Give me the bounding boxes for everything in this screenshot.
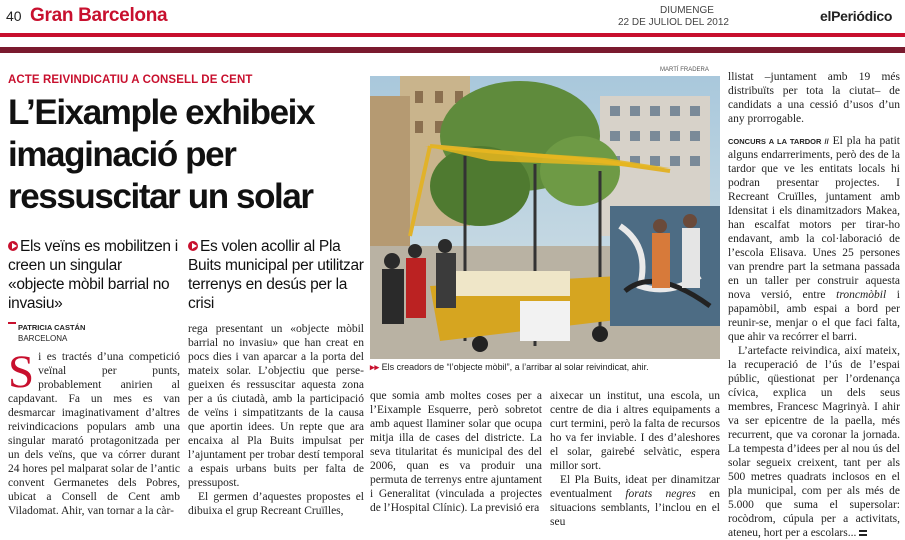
body-column-3: que somia amb moltes coses per a l’Eixample Esquerre, però sobretot amb aquest llaminer solar que ocupa mitja illa de cases del districte. La seva titularitat és municipal des del 2006, quan es va produir una permuta de terrenys entre ajuntament i Generalitat (vinculada a projectes de l’Hospital Clínic). La previsió era	[370, 390, 542, 514]
caption-arrows-icon: ▸▸	[370, 362, 380, 372]
body-column-4: aixecar un institut, una escola, un centre de dia i altres equipaments a curt termini, però la falta de recursos ho va fer inviable. I des d’aleshores el solar, gairebé selvàtic, espera millor sort. El Pla Buits, ideat per dinamitzar eventualment forats negres en situacions semblants, l’inclou en el seu	[550, 390, 721, 528]
subhead-2: Es volen acollir al Pla Buits municipal per utilitzar terrenys en desús per la crisi	[188, 238, 364, 312]
subhead-1: Els veïns es mobilitzen i creen un singular «objecte mòbil barrial no invasiu»	[8, 238, 178, 312]
newspaper-logo: elPeriódico	[820, 8, 893, 24]
header-date: 22 DE JULIOL DEL 2012	[618, 17, 729, 28]
byline-marker	[8, 322, 16, 324]
page-number: 40	[6, 8, 22, 24]
section-title: Gran Barcelona	[30, 5, 168, 26]
body-column-1: Si es tractés d’una competició veïnal per punts, probablement anirien al capdavant. Fa un mes es van desmarcar imaginativament d’altres reivindicacions populars amb una singular marató protagonitzada per un dels veïns, que va córrer durant 24 hores pel malparat solar de l’antic convent Germanetes dels Pobres, ubicat a Consell de Cent amb Viladomat. Ahir, van tornar a la càr-	[8, 346, 180, 517]
play-bullet-icon	[8, 241, 18, 251]
byline-author: PATRICIA CASTÁN	[18, 323, 86, 332]
photo-caption: ▸▸ Els creadors de “l’objecte mòbil”, a l’arribar al solar reivindicat, ahir.	[370, 362, 649, 372]
header-day: DIUMENGE	[660, 5, 714, 16]
body-column-2: rega presentant un «objecte mòbil barrial no invasiu» que han creat en pocs dies i van aparcar a la porta del mateix solar. L’objectiu que persegueixen és ressuscitar aquesta zona per a ús ciutadà, amb la participació de veïns i simpatitzants de la causa que aportin idees. Un repte que ara encaixa al Pla Buits impulsat per l’ajuntament per trobar destí temporal a espais urbans buits per falta de pressupost. El germen d’aquestes propostes el dibuixa el grup Recreant Cruïlles,	[188, 323, 364, 517]
header-rule	[0, 33, 905, 37]
drop-cap: S	[8, 346, 35, 398]
play-bullet-icon	[188, 241, 198, 251]
article-title: L’Eixample exhibeix imaginació per ressuscitar un solar	[8, 93, 315, 216]
photo-illustration	[370, 76, 720, 359]
byline-city: BARCELONA	[18, 334, 68, 343]
end-of-article-icon	[859, 530, 867, 536]
photo-credit: MARTÍ FRADERA	[660, 67, 709, 73]
article-photo	[370, 76, 720, 359]
article-kicker: ACTE REIVINDICATIU A CONSELL DE CENT	[8, 74, 253, 86]
header-band	[0, 47, 905, 53]
subsection-label: CONCURS A LA TARDOR //	[728, 137, 829, 146]
body-column-5: llistat –juntament amb 19 més distribuïts per tota la ciutat– de candidats a una cessió d’usos d’un any prorrogable. CONCURS A LA TARDOR // El pla ha patit alguns endarreriments, però des de la tardor que ve les entitats locals hi podran presentar projectes. I Recreant Cruïlles, juntament amb Idensitat i els dinamitzadors Makea, han escalfat motors per tirar-ho endavant, amb la col·laboració de l’escola Elisava. Unes 25 persones van prendre part la setmana passada en un taller per construir aquesta nova versió, entre troncmòbil i papamòbil, amb espai a bord per reunir-se, menjar o el que faci falta, que ahir va recórrer el barri. L’artefacte reivindica, així mateix, la recuperació de l’ús de l’espai públic, qüestionat per l’ordenança cívica, explica un dels seus membres, Francesc Magrinyà. I ahir va ser epicentre de la paella, més recurrent, que va coronar la jornada. La tempesta d’idees per al nou ús del solar segueix creixent, tant per als 500 metres quadrats inclosos en el pla municipal, com per als més de 5.000 que suma el supersolar: rocòdrom, cúpula per a activitats, ateneu, hort per a escolars...	[728, 71, 900, 539]
